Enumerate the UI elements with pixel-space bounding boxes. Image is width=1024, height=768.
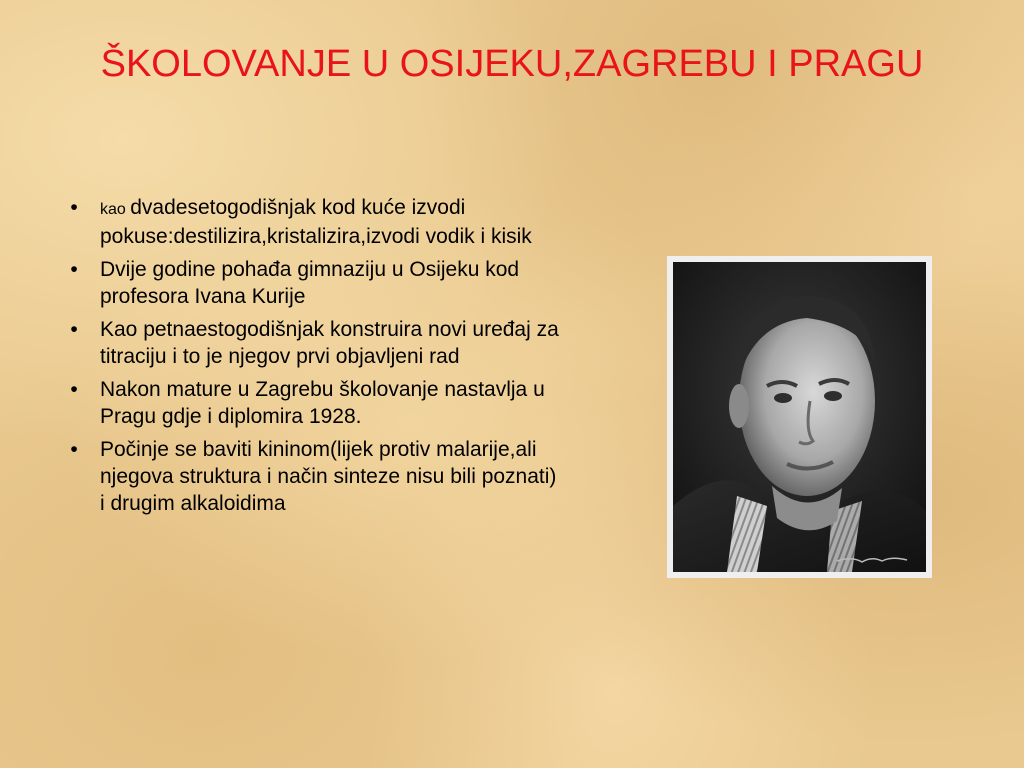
bullet-text: Počinje se baviti kininom(lijek protiv malarije,ali njegova struktura i način sinteze nisu bili poznati) i drugim alkaloidima [100, 438, 557, 515]
bullet-text: Dvije godine pohađa gimnaziju u Osijeku kod profesora Ivana Kurije [100, 258, 520, 308]
bullet-item [64, 256, 564, 310]
bullet-item [64, 436, 564, 517]
bullet-dot-icon: • [70, 196, 78, 219]
portrait-image [667, 256, 932, 578]
slide-title: ŠKOLOVANJE U OSIJEKU,ZAGREBU I PRAGU [100, 43, 924, 85]
bullet-dot-icon: • [70, 438, 78, 461]
portrait-photo [667, 256, 932, 578]
bullet-dot-icon: • [70, 258, 78, 281]
bullet-text: Kao petnaestogodišnjak konstruira novi uređaj za titraciju i to je njegov prvi objavljeni rad [100, 318, 559, 368]
bullet-item [64, 376, 564, 430]
bullet-item [64, 316, 564, 370]
bullet-text: dvadesetogodišnjak kod kuće izvodi pokuse:destilizira,kristalizira,izvodi vodik i kisik [100, 196, 532, 248]
bullet-text: Nakon mature u Zagrebu školovanje nastavlja u Pragu gdje i diplomira 1928. [100, 378, 545, 428]
bullet-dot-icon: • [70, 318, 78, 341]
bullet-dot-icon: • [70, 378, 78, 401]
bullet-lead-text: kao [100, 201, 131, 218]
bullet-item [64, 194, 564, 250]
bullet-list [64, 194, 564, 523]
